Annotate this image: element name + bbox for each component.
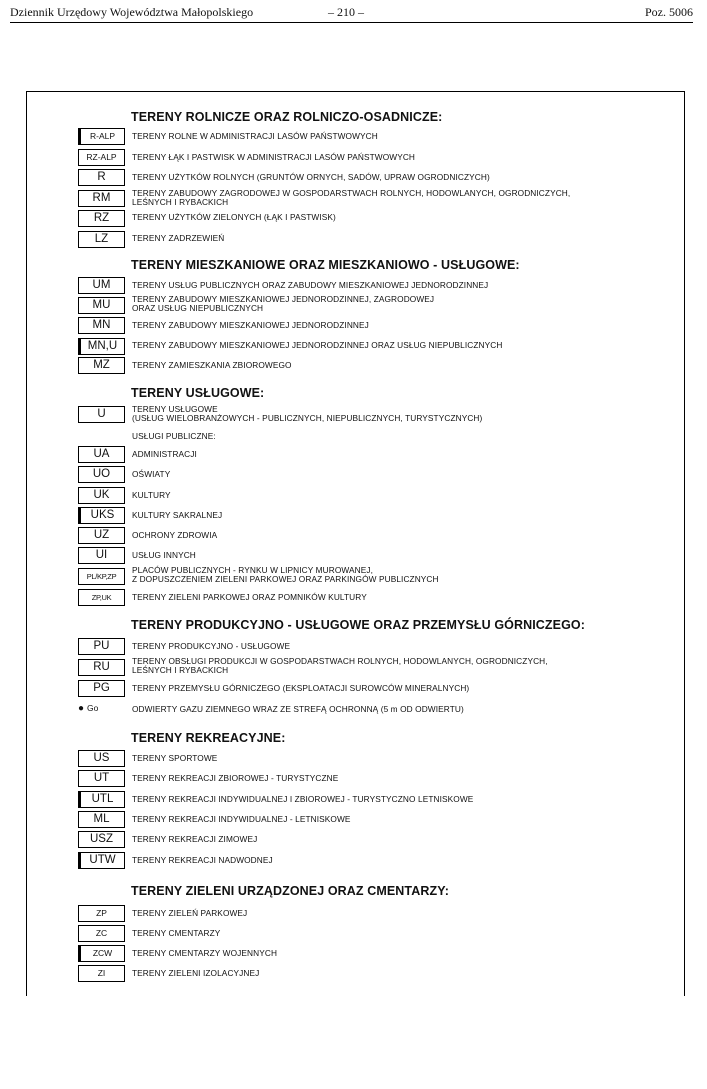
legend-symbol: MN,U bbox=[78, 338, 125, 355]
legend-description: ADMINISTRACJI bbox=[132, 449, 197, 459]
legend-symbol: U bbox=[78, 406, 125, 423]
gas-well-symbol bbox=[78, 701, 125, 718]
legend-description: ODWIERTY GAZU ZIEMNEGO WRAZ ZE STREFĄ OCHRONNĄ (5 m OD ODWIERTU) bbox=[132, 704, 464, 714]
position-number: Poz. 5006 bbox=[645, 5, 693, 19]
legend-description: TERENY UŻYTKÓW ZIELONYCH (ŁĄK I PASTWISK) bbox=[132, 212, 336, 222]
legend-symbol: UK bbox=[78, 487, 125, 504]
legend-description: TERENY ŁĄK I PASTWISK W ADMINISTRACJI LASÓW PAŃSTWOWYCH bbox=[132, 152, 416, 162]
section-title: TERENY ROLNICZE ORAZ ROLNICZO-OSADNICZE: bbox=[131, 110, 443, 124]
legend-description: TERENY REKREACJI INDYWIDUALNEJ I ZBIOROWEJ - TURYSTYCZNO LETNISKOWE bbox=[132, 794, 474, 804]
legend-symbol: UA bbox=[78, 446, 125, 463]
legend-description: KULTURY SAKRALNEJ bbox=[132, 510, 223, 520]
page-number: – 210 – bbox=[328, 5, 364, 19]
legend-description: TERENY ZAMIESZKANIA ZBIOROWEGO bbox=[132, 360, 292, 370]
legend-description: TERENY ZIELENI IZOLACYJNEJ bbox=[132, 968, 260, 978]
legend-symbol: Go bbox=[87, 703, 99, 713]
legend-description: TERENY ZIELEŃ PARKOWEJ bbox=[132, 908, 248, 918]
legend-description: TERENY ZABUDOWY ZAGRODOWEJ W GOSPODARSTWACH ROLNYCH, HODOWLANYCH, OGRODNICZYCH, LEŚNYCH I RYBACKICH bbox=[132, 188, 571, 207]
legend-description: OŚWIATY bbox=[132, 469, 171, 479]
legend-symbol: UM bbox=[78, 277, 125, 294]
legend-symbol: RZ-ALP bbox=[78, 149, 125, 166]
legend-symbol: MN bbox=[78, 317, 125, 334]
legend-description: USŁUG INNYCH bbox=[132, 550, 196, 560]
legend-symbol: UTW bbox=[78, 852, 125, 869]
legend-description: KULTURY bbox=[132, 490, 171, 500]
legend-symbol: MZ bbox=[78, 357, 125, 374]
legend-symbol: R-ALP bbox=[78, 128, 125, 145]
legend-symbol: ZP bbox=[78, 905, 125, 922]
legend-description: TERENY CMENTARZY WOJENNYCH bbox=[132, 948, 278, 958]
legend-symbol: RZ bbox=[78, 210, 125, 227]
section-title: TERENY PRODUKCYJNO - USŁUGOWE ORAZ PRZEMYSŁU GÓRNICZEGO: bbox=[131, 618, 586, 632]
legend-symbol: UO bbox=[78, 466, 125, 483]
legend-symbol: LZ bbox=[78, 231, 125, 248]
legend-description: TERENY SPORTOWE bbox=[132, 753, 218, 763]
legend-symbol: UKS bbox=[78, 507, 125, 524]
legend-description: TERENY UŻYTKÓW ROLNYCH (GRUNTÓW ORNYCH, SADÓW, UPRAW OGRODNICZYCH) bbox=[132, 172, 490, 182]
section-title: TERENY REKREACYJNE: bbox=[131, 731, 286, 745]
journal-title: Dziennik Urzędowy Województwa Małopolskiego bbox=[10, 5, 254, 19]
legend-description: TERENY ZABUDOWY MIESZKANIOWEJ JEDNORODZINNEJ, ZAGRODOWEJ ORAZ USŁUG NIEPUBLICZNYCH bbox=[132, 294, 435, 313]
legend-description: TERENY REKREACJI ZIMOWEJ bbox=[132, 834, 258, 844]
legend-description: TERENY PRODUKCYJNO - USŁUGOWE bbox=[132, 641, 291, 651]
legend-symbol: ZI bbox=[78, 965, 125, 982]
legend-symbol: ZC bbox=[78, 925, 125, 942]
legend-symbol: ZP,UK bbox=[78, 589, 125, 606]
section-title: TERENY MIESZKANIOWE ORAZ MIESZKANIOWO - USŁUGOWE: bbox=[131, 258, 520, 272]
legend-description: TERENY REKREACJI ZBIOROWEJ - TURYSTYCZNE bbox=[132, 773, 339, 783]
legend-description: TERENY ZABUDOWY MIESZKANIOWEJ JEDNORODZINNEJ bbox=[132, 320, 369, 330]
legend-symbol: PG bbox=[78, 680, 125, 697]
legend-symbol: UT bbox=[78, 770, 125, 787]
legend-description: TERENY ZABUDOWY MIESZKANIOWEJ JEDNORODZINNEJ ORAZ USŁUG NIEPUBLICZNYCH bbox=[132, 340, 503, 350]
legend-symbol: US bbox=[78, 750, 125, 767]
gas-well-dot-icon: ● bbox=[78, 703, 85, 714]
legend-symbol: ML bbox=[78, 811, 125, 828]
legend-description: TERENY CMENTARZY bbox=[132, 928, 221, 938]
legend-description: TERENY REKREACJI NADWODNEJ bbox=[132, 855, 273, 865]
legend-description: TERENY USŁUG PUBLICZNYCH ORAZ ZABUDOWY MIESZKANIOWEJ JEDNORODZINNEJ bbox=[132, 280, 489, 290]
legend-description: TERENY ZADRZEWIEŃ bbox=[132, 233, 225, 243]
legend-description: TERENY PRZEMYSŁU GÓRNICZEGO (EKSPLOATACJI SUROWCÓW MINERALNYCH) bbox=[132, 683, 470, 693]
legend-description: OCHRONY ZDROWIA bbox=[132, 530, 218, 540]
legend-description: TERENY USŁUGOWE (USŁUG WIELOBRANŻOWYCH - PUBLICZNYCH, NIEPUBLICZNYCH, TURYSTYCZNYCH) bbox=[132, 404, 483, 423]
legend-symbol: PL/KP,ZP bbox=[78, 568, 125, 585]
section-title: TERENY ZIELENI URZĄDZONEJ ORAZ CMENTARZY: bbox=[131, 884, 449, 898]
legend-symbol: MU bbox=[78, 297, 125, 314]
legend-symbol: USZ bbox=[78, 831, 125, 848]
legend-description: TERENY ZIELENI PARKOWEJ ORAZ POMNIKÓW KULTURY bbox=[132, 592, 367, 602]
legend-description: PLACÓW PUBLICZNYCH - RYNKU W LIPNICY MUROWANEJ, Z DOPUSZCZENIEM ZIELENI PARKOWEJ ORAZ PARKINGÓW PUBLICZNYCH bbox=[132, 565, 439, 584]
legend-symbol: PU bbox=[78, 638, 125, 655]
legend-symbol: RU bbox=[78, 659, 125, 676]
legend-description: TERENY REKREACJI INDYWIDUALNEJ - LETNISKOWE bbox=[132, 814, 351, 824]
legend-description: TERENY ROLNE W ADMINISTRACJI LASÓW PAŃSTWOWYCH bbox=[132, 131, 378, 141]
section-title: TERENY USŁUGOWE: bbox=[131, 386, 265, 400]
legend-symbol: R bbox=[78, 169, 125, 186]
legend-description: TERENY OBSŁUGI PRODUKCJI W GOSPODARSTWACH ROLNYCH, HODOWLANYCH, OGRODNICZYCH, LEŚNYCH I RYBACKICH bbox=[132, 656, 548, 675]
legend-symbol: ZCW bbox=[78, 945, 125, 962]
legend-symbol: UI bbox=[78, 547, 125, 564]
legend-symbol: UTL bbox=[78, 791, 125, 808]
legend-subheading: USŁUGI PUBLICZNE: bbox=[132, 431, 216, 441]
legend-symbol: RM bbox=[78, 190, 125, 207]
legend-symbol: UZ bbox=[78, 527, 125, 544]
